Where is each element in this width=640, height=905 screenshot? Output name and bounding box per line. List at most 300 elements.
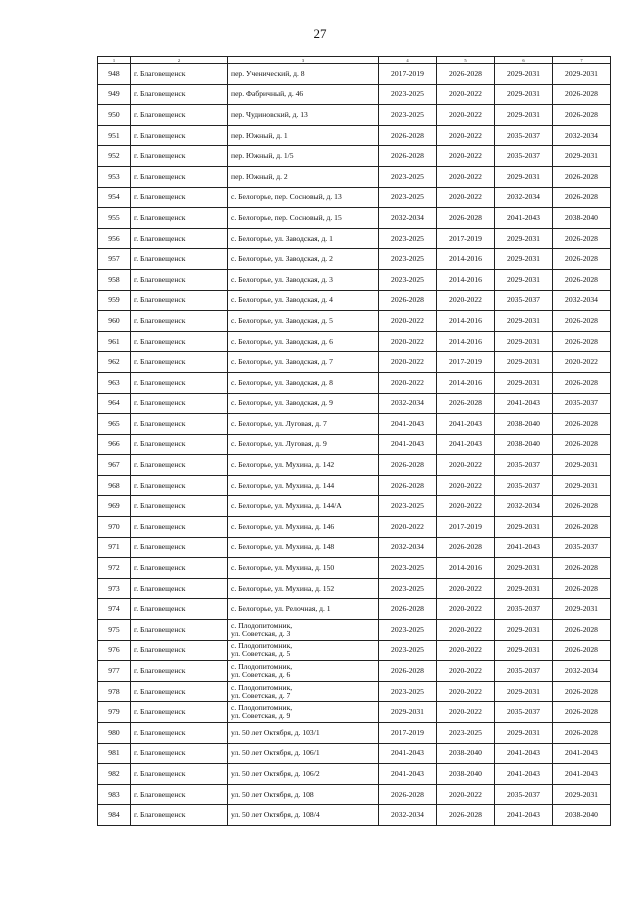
period-cell: 2020-2022 bbox=[553, 352, 611, 373]
address-cell: пер. Южный, д. 1/5 bbox=[228, 146, 379, 167]
period-cell: 2020-2022 bbox=[437, 146, 495, 167]
period-cell: 2026-2028 bbox=[553, 517, 611, 538]
address-cell: с. Плодопитомник, ул. Советская, д. 5 bbox=[228, 640, 379, 661]
period-cell: 2029-2031 bbox=[495, 620, 553, 641]
address-cell: с. Белогорье, ул. Заводская, д. 2 bbox=[228, 249, 379, 270]
period-cell: 2020-2022 bbox=[437, 455, 495, 476]
table-row bbox=[98, 723, 611, 744]
row-number-cell: 976 bbox=[98, 640, 131, 661]
period-cell: 2026-2028 bbox=[437, 805, 495, 826]
city-cell: г. Благовещенск bbox=[131, 269, 228, 290]
period-cell: 2038-2040 bbox=[553, 805, 611, 826]
city-cell: г. Благовещенск bbox=[131, 475, 228, 496]
address-cell: с. Белогорье, ул. Заводская, д. 9 bbox=[228, 393, 379, 414]
row-number-cell: 984 bbox=[98, 805, 131, 826]
period-cell: 2023-2025 bbox=[379, 558, 437, 579]
period-cell: 2014-2016 bbox=[437, 269, 495, 290]
address-cell: с. Плодопитомник, ул. Советская, д. 6 bbox=[228, 661, 379, 682]
city-cell: г. Благовещенск bbox=[131, 640, 228, 661]
table-row bbox=[98, 661, 611, 682]
period-cell: 2026-2028 bbox=[553, 84, 611, 105]
period-cell: 2032-2034 bbox=[495, 496, 553, 517]
period-cell: 2026-2028 bbox=[437, 393, 495, 414]
address-cell: ул. 50 лет Октября, д. 108 bbox=[228, 784, 379, 805]
row-number-cell: 975 bbox=[98, 620, 131, 641]
city-cell: г. Благовещенск bbox=[131, 146, 228, 167]
city-cell: г. Благовещенск bbox=[131, 496, 228, 517]
address-cell: с. Белогорье, пер. Сосновый, д. 15 bbox=[228, 208, 379, 229]
city-cell: г. Благовещенск bbox=[131, 208, 228, 229]
address-cell: с. Белогорье, ул. Мухина, д. 144 bbox=[228, 475, 379, 496]
period-cell: 2026-2028 bbox=[553, 620, 611, 641]
period-cell: 2023-2025 bbox=[379, 640, 437, 661]
period-cell: 2026-2028 bbox=[553, 414, 611, 435]
row-number-cell: 979 bbox=[98, 702, 131, 723]
address-cell: ул. 50 лет Октября, д. 106/2 bbox=[228, 764, 379, 785]
address-cell: с. Белогорье, ул. Мухина, д. 146 bbox=[228, 517, 379, 538]
period-cell: 2029-2031 bbox=[495, 311, 553, 332]
column-number: 1 bbox=[98, 57, 131, 64]
period-cell: 2029-2031 bbox=[495, 269, 553, 290]
address-cell: пер. Южный, д. 1 bbox=[228, 125, 379, 146]
period-cell: 2026-2028 bbox=[553, 578, 611, 599]
address-cell: с. Белогорье, ул. Луговая, д. 7 bbox=[228, 414, 379, 435]
period-cell: 2026-2028 bbox=[553, 228, 611, 249]
city-cell: г. Благовещенск bbox=[131, 414, 228, 435]
period-cell: 2020-2022 bbox=[437, 84, 495, 105]
address-cell: с. Белогорье, ул. Заводская, д. 8 bbox=[228, 372, 379, 393]
period-cell: 2029-2031 bbox=[553, 599, 611, 620]
period-cell: 2041-2043 bbox=[495, 208, 553, 229]
period-cell: 2026-2028 bbox=[379, 146, 437, 167]
city-cell: г. Благовещенск bbox=[131, 372, 228, 393]
period-cell: 2020-2022 bbox=[379, 311, 437, 332]
city-cell: г. Благовещенск bbox=[131, 764, 228, 785]
row-number-cell: 970 bbox=[98, 517, 131, 538]
row-number-cell: 973 bbox=[98, 578, 131, 599]
city-cell: г. Благовещенск bbox=[131, 578, 228, 599]
table-row bbox=[98, 84, 611, 105]
period-cell: 2026-2028 bbox=[553, 372, 611, 393]
row-number-cell: 962 bbox=[98, 352, 131, 373]
row-number-cell: 974 bbox=[98, 599, 131, 620]
city-cell: г. Благовещенск bbox=[131, 702, 228, 723]
period-cell: 2029-2031 bbox=[495, 558, 553, 579]
period-cell: 2032-2034 bbox=[379, 537, 437, 558]
period-cell: 2029-2031 bbox=[553, 475, 611, 496]
address-cell: пер. Южный, д. 2 bbox=[228, 166, 379, 187]
row-number-cell: 958 bbox=[98, 269, 131, 290]
city-cell: г. Благовещенск bbox=[131, 249, 228, 270]
period-cell: 2020-2022 bbox=[437, 496, 495, 517]
address-cell: с. Белогорье, ул. Луговая, д. 9 bbox=[228, 434, 379, 455]
period-cell: 2023-2025 bbox=[437, 723, 495, 744]
city-cell: г. Благовещенск bbox=[131, 84, 228, 105]
city-cell: г. Благовещенск bbox=[131, 517, 228, 538]
table-row bbox=[98, 805, 611, 826]
period-cell: 2035-2037 bbox=[495, 599, 553, 620]
table-row bbox=[98, 228, 611, 249]
period-cell: 2023-2025 bbox=[379, 166, 437, 187]
period-cell: 2038-2040 bbox=[495, 434, 553, 455]
row-number-cell: 952 bbox=[98, 146, 131, 167]
row-number-cell: 964 bbox=[98, 393, 131, 414]
table-row bbox=[98, 64, 611, 85]
period-cell: 2029-2031 bbox=[553, 146, 611, 167]
address-cell: с. Белогорье, ул. Мухина, д. 150 bbox=[228, 558, 379, 579]
table-row bbox=[98, 517, 611, 538]
table-row bbox=[98, 558, 611, 579]
address-cell: с. Плодопитомник, ул. Советская, д. 3 bbox=[228, 620, 379, 641]
period-cell: 2026-2028 bbox=[553, 434, 611, 455]
period-cell: 2035-2037 bbox=[553, 393, 611, 414]
period-cell: 2020-2022 bbox=[437, 125, 495, 146]
row-number-cell: 961 bbox=[98, 331, 131, 352]
period-cell: 2038-2040 bbox=[495, 414, 553, 435]
period-cell: 2020-2022 bbox=[437, 681, 495, 702]
period-cell: 2029-2031 bbox=[495, 578, 553, 599]
column-number-row bbox=[98, 57, 611, 64]
period-cell: 2026-2028 bbox=[553, 187, 611, 208]
row-number-cell: 949 bbox=[98, 84, 131, 105]
column-number: 6 bbox=[495, 57, 553, 64]
period-cell: 2029-2031 bbox=[553, 784, 611, 805]
period-cell: 2014-2016 bbox=[437, 372, 495, 393]
row-number-cell: 966 bbox=[98, 434, 131, 455]
address-cell: с. Белогорье, ул. Заводская, д. 5 bbox=[228, 311, 379, 332]
period-cell: 2029-2031 bbox=[495, 681, 553, 702]
period-cell: 2020-2022 bbox=[437, 105, 495, 126]
period-cell: 2020-2022 bbox=[437, 578, 495, 599]
period-cell: 2026-2028 bbox=[553, 681, 611, 702]
table-row bbox=[98, 331, 611, 352]
table-row bbox=[98, 784, 611, 805]
address-cell: с. Белогорье, ул. Мухина, д. 152 bbox=[228, 578, 379, 599]
period-cell: 2023-2025 bbox=[379, 187, 437, 208]
period-cell: 2032-2034 bbox=[553, 125, 611, 146]
column-number: 7 bbox=[553, 57, 611, 64]
row-number-cell: 965 bbox=[98, 414, 131, 435]
period-cell: 2026-2028 bbox=[379, 599, 437, 620]
period-cell: 2020-2022 bbox=[437, 784, 495, 805]
period-cell: 2038-2040 bbox=[437, 764, 495, 785]
address-cell: с. Белогорье, ул. Заводская, д. 4 bbox=[228, 290, 379, 311]
period-cell: 2041-2043 bbox=[495, 537, 553, 558]
city-cell: г. Благовещенск bbox=[131, 228, 228, 249]
period-cell: 2020-2022 bbox=[379, 331, 437, 352]
period-cell: 2023-2025 bbox=[379, 228, 437, 249]
period-cell: 2026-2028 bbox=[379, 475, 437, 496]
period-cell: 2032-2034 bbox=[379, 208, 437, 229]
table-row bbox=[98, 352, 611, 373]
city-cell: г. Благовещенск bbox=[131, 393, 228, 414]
address-cell: пер. Фабричный, д. 46 bbox=[228, 84, 379, 105]
period-cell: 2041-2043 bbox=[437, 414, 495, 435]
address-cell: с. Плодопитомник, ул. Советская, д. 7 bbox=[228, 681, 379, 702]
period-cell: 2026-2028 bbox=[553, 249, 611, 270]
period-cell: 2035-2037 bbox=[495, 125, 553, 146]
row-number-cell: 981 bbox=[98, 743, 131, 764]
table-row bbox=[98, 414, 611, 435]
period-cell: 2023-2025 bbox=[379, 249, 437, 270]
period-cell: 2020-2022 bbox=[379, 517, 437, 538]
table-row bbox=[98, 372, 611, 393]
row-number-cell: 968 bbox=[98, 475, 131, 496]
table-row bbox=[98, 764, 611, 785]
period-cell: 2038-2040 bbox=[437, 743, 495, 764]
period-cell: 2020-2022 bbox=[437, 187, 495, 208]
row-number-cell: 967 bbox=[98, 455, 131, 476]
period-cell: 2017-2019 bbox=[437, 228, 495, 249]
period-cell: 2029-2031 bbox=[495, 84, 553, 105]
address-cell: ул. 50 лет Октября, д. 103/1 bbox=[228, 723, 379, 744]
row-number-cell: 955 bbox=[98, 208, 131, 229]
city-cell: г. Благовещенск bbox=[131, 558, 228, 579]
period-cell: 2029-2031 bbox=[495, 64, 553, 85]
city-cell: г. Благовещенск bbox=[131, 187, 228, 208]
row-number-cell: 978 bbox=[98, 681, 131, 702]
period-cell: 2041-2043 bbox=[495, 805, 553, 826]
period-cell: 2026-2028 bbox=[437, 208, 495, 229]
row-number-cell: 953 bbox=[98, 166, 131, 187]
city-cell: г. Благовещенск bbox=[131, 331, 228, 352]
row-number-cell: 960 bbox=[98, 311, 131, 332]
period-cell: 2029-2031 bbox=[495, 517, 553, 538]
period-cell: 2029-2031 bbox=[553, 64, 611, 85]
period-cell: 2026-2028 bbox=[553, 269, 611, 290]
period-cell: 2023-2025 bbox=[379, 269, 437, 290]
period-cell: 2041-2043 bbox=[379, 764, 437, 785]
row-number-cell: 956 bbox=[98, 228, 131, 249]
period-cell: 2026-2028 bbox=[553, 331, 611, 352]
period-cell: 2041-2043 bbox=[379, 414, 437, 435]
period-cell: 2020-2022 bbox=[437, 640, 495, 661]
period-cell: 2014-2016 bbox=[437, 558, 495, 579]
address-cell: с. Плодопитомник, ул. Советская, д. 9 bbox=[228, 702, 379, 723]
period-cell: 2026-2028 bbox=[379, 661, 437, 682]
city-cell: г. Благовещенск bbox=[131, 681, 228, 702]
period-cell: 2029-2031 bbox=[495, 249, 553, 270]
address-cell: пер. Ученический, д. 8 bbox=[228, 64, 379, 85]
city-cell: г. Благовещенск bbox=[131, 64, 228, 85]
table-row bbox=[98, 166, 611, 187]
city-cell: г. Благовещенск bbox=[131, 125, 228, 146]
period-cell: 2041-2043 bbox=[495, 764, 553, 785]
address-cell: с. Белогорье, ул. Мухина, д. 144/А bbox=[228, 496, 379, 517]
row-number-cell: 951 bbox=[98, 125, 131, 146]
city-cell: г. Благовещенск bbox=[131, 723, 228, 744]
row-number-cell: 963 bbox=[98, 372, 131, 393]
period-cell: 2026-2028 bbox=[437, 537, 495, 558]
period-cell: 2026-2028 bbox=[553, 723, 611, 744]
period-cell: 2035-2037 bbox=[553, 537, 611, 558]
period-cell: 2020-2022 bbox=[437, 599, 495, 620]
address-cell: пер. Чудиновский, д. 13 bbox=[228, 105, 379, 126]
city-cell: г. Благовещенск bbox=[131, 661, 228, 682]
city-cell: г. Благовещенск bbox=[131, 743, 228, 764]
address-cell: с. Белогорье, ул. Мухина, д. 148 bbox=[228, 537, 379, 558]
period-cell: 2017-2019 bbox=[437, 517, 495, 538]
table-row bbox=[98, 599, 611, 620]
city-cell: г. Благовещенск bbox=[131, 166, 228, 187]
housing-registry-table bbox=[97, 56, 611, 826]
period-cell: 2026-2028 bbox=[437, 64, 495, 85]
period-cell: 2017-2019 bbox=[437, 352, 495, 373]
period-cell: 2041-2043 bbox=[379, 743, 437, 764]
period-cell: 2026-2028 bbox=[553, 105, 611, 126]
table-row bbox=[98, 393, 611, 414]
address-cell: с. Белогорье, ул. Заводская, д. 6 bbox=[228, 331, 379, 352]
city-cell: г. Благовещенск bbox=[131, 805, 228, 826]
period-cell: 2026-2028 bbox=[553, 640, 611, 661]
period-cell: 2032-2034 bbox=[553, 661, 611, 682]
city-cell: г. Благовещенск bbox=[131, 537, 228, 558]
row-number-cell: 980 bbox=[98, 723, 131, 744]
period-cell: 2023-2025 bbox=[379, 620, 437, 641]
address-cell: с. Белогорье, ул. Заводская, д. 1 bbox=[228, 228, 379, 249]
period-cell: 2020-2022 bbox=[437, 166, 495, 187]
table-row bbox=[98, 743, 611, 764]
period-cell: 2029-2031 bbox=[553, 455, 611, 476]
table-row bbox=[98, 578, 611, 599]
table-row bbox=[98, 496, 611, 517]
period-cell: 2020-2022 bbox=[437, 475, 495, 496]
address-cell: ул. 50 лет Октября, д. 106/1 bbox=[228, 743, 379, 764]
period-cell: 2041-2043 bbox=[553, 743, 611, 764]
period-cell: 2035-2037 bbox=[495, 290, 553, 311]
table-row bbox=[98, 125, 611, 146]
period-cell: 2023-2025 bbox=[379, 105, 437, 126]
period-cell: 2041-2043 bbox=[495, 393, 553, 414]
table-body bbox=[98, 64, 611, 826]
period-cell: 2032-2034 bbox=[379, 393, 437, 414]
period-cell: 2026-2028 bbox=[553, 702, 611, 723]
city-cell: г. Благовещенск bbox=[131, 784, 228, 805]
table-row bbox=[98, 311, 611, 332]
city-cell: г. Благовещенск bbox=[131, 434, 228, 455]
table-row bbox=[98, 434, 611, 455]
city-cell: г. Благовещенск bbox=[131, 620, 228, 641]
address-cell: ул. 50 лет Октября, д. 108/4 bbox=[228, 805, 379, 826]
period-cell: 2026-2028 bbox=[379, 125, 437, 146]
period-cell: 2029-2031 bbox=[495, 640, 553, 661]
period-cell: 2035-2037 bbox=[495, 475, 553, 496]
row-number-cell: 954 bbox=[98, 187, 131, 208]
city-cell: г. Благовещенск bbox=[131, 455, 228, 476]
column-number: 2 bbox=[131, 57, 228, 64]
row-number-cell: 982 bbox=[98, 764, 131, 785]
table-row bbox=[98, 702, 611, 723]
table-row bbox=[98, 475, 611, 496]
period-cell: 2026-2028 bbox=[553, 166, 611, 187]
row-number-cell: 971 bbox=[98, 537, 131, 558]
period-cell: 2038-2040 bbox=[553, 208, 611, 229]
table-row bbox=[98, 640, 611, 661]
table-row bbox=[98, 620, 611, 641]
period-cell: 2041-2043 bbox=[437, 434, 495, 455]
period-cell: 2020-2022 bbox=[379, 372, 437, 393]
period-cell: 2017-2019 bbox=[379, 723, 437, 744]
address-cell: с. Белогорье, ул. Заводская, д. 3 bbox=[228, 269, 379, 290]
row-number-cell: 959 bbox=[98, 290, 131, 311]
period-cell: 2023-2025 bbox=[379, 496, 437, 517]
row-number-cell: 950 bbox=[98, 105, 131, 126]
period-cell: 2026-2028 bbox=[553, 558, 611, 579]
period-cell: 2029-2031 bbox=[495, 166, 553, 187]
period-cell: 2035-2037 bbox=[495, 661, 553, 682]
column-number: 3 bbox=[228, 57, 379, 64]
page-number: 27 bbox=[313, 26, 327, 41]
city-cell: г. Благовещенск bbox=[131, 352, 228, 373]
address-cell: с. Белогорье, пер. Сосновый, д. 13 bbox=[228, 187, 379, 208]
row-number-cell: 948 bbox=[98, 64, 131, 85]
table-row bbox=[98, 537, 611, 558]
column-number: 5 bbox=[437, 57, 495, 64]
period-cell: 2035-2037 bbox=[495, 455, 553, 476]
period-cell: 2029-2031 bbox=[495, 228, 553, 249]
period-cell: 2014-2016 bbox=[437, 249, 495, 270]
period-cell: 2029-2031 bbox=[495, 723, 553, 744]
row-number-cell: 977 bbox=[98, 661, 131, 682]
table-row bbox=[98, 187, 611, 208]
row-number-cell: 972 bbox=[98, 558, 131, 579]
table-row bbox=[98, 290, 611, 311]
period-cell: 2023-2025 bbox=[379, 578, 437, 599]
period-cell: 2029-2031 bbox=[495, 372, 553, 393]
table-row bbox=[98, 249, 611, 270]
city-cell: г. Благовещенск bbox=[131, 290, 228, 311]
city-cell: г. Благовещенск bbox=[131, 105, 228, 126]
city-cell: г. Благовещенск bbox=[131, 311, 228, 332]
table-row bbox=[98, 208, 611, 229]
period-cell: 2020-2022 bbox=[437, 620, 495, 641]
period-cell: 2029-2031 bbox=[495, 352, 553, 373]
table-row bbox=[98, 146, 611, 167]
period-cell: 2029-2031 bbox=[495, 105, 553, 126]
period-cell: 2029-2031 bbox=[495, 331, 553, 352]
table-row bbox=[98, 681, 611, 702]
period-cell: 2020-2022 bbox=[379, 352, 437, 373]
period-cell: 2020-2022 bbox=[437, 702, 495, 723]
period-cell: 2020-2022 bbox=[437, 661, 495, 682]
period-cell: 2026-2028 bbox=[379, 784, 437, 805]
period-cell: 2017-2019 bbox=[379, 64, 437, 85]
row-number-cell: 957 bbox=[98, 249, 131, 270]
period-cell: 2014-2016 bbox=[437, 311, 495, 332]
period-cell: 2023-2025 bbox=[379, 84, 437, 105]
table-row bbox=[98, 269, 611, 290]
period-cell: 2029-2031 bbox=[379, 702, 437, 723]
period-cell: 2041-2043 bbox=[379, 434, 437, 455]
table-row bbox=[98, 455, 611, 476]
period-cell: 2035-2037 bbox=[495, 784, 553, 805]
period-cell: 2032-2034 bbox=[379, 805, 437, 826]
period-cell: 2026-2028 bbox=[553, 496, 611, 517]
period-cell: 2035-2037 bbox=[495, 702, 553, 723]
period-cell: 2041-2043 bbox=[495, 743, 553, 764]
city-cell: г. Благовещенск bbox=[131, 599, 228, 620]
address-cell: с. Белогорье, ул. Заводская, д. 7 bbox=[228, 352, 379, 373]
table-row bbox=[98, 105, 611, 126]
period-cell: 2023-2025 bbox=[379, 681, 437, 702]
row-number-cell: 983 bbox=[98, 784, 131, 805]
address-cell: с. Белогорье, ул. Мухина, д. 142 bbox=[228, 455, 379, 476]
period-cell: 2014-2016 bbox=[437, 331, 495, 352]
period-cell: 2026-2028 bbox=[379, 290, 437, 311]
period-cell: 2020-2022 bbox=[437, 290, 495, 311]
period-cell: 2032-2034 bbox=[495, 187, 553, 208]
period-cell: 2026-2028 bbox=[379, 455, 437, 476]
